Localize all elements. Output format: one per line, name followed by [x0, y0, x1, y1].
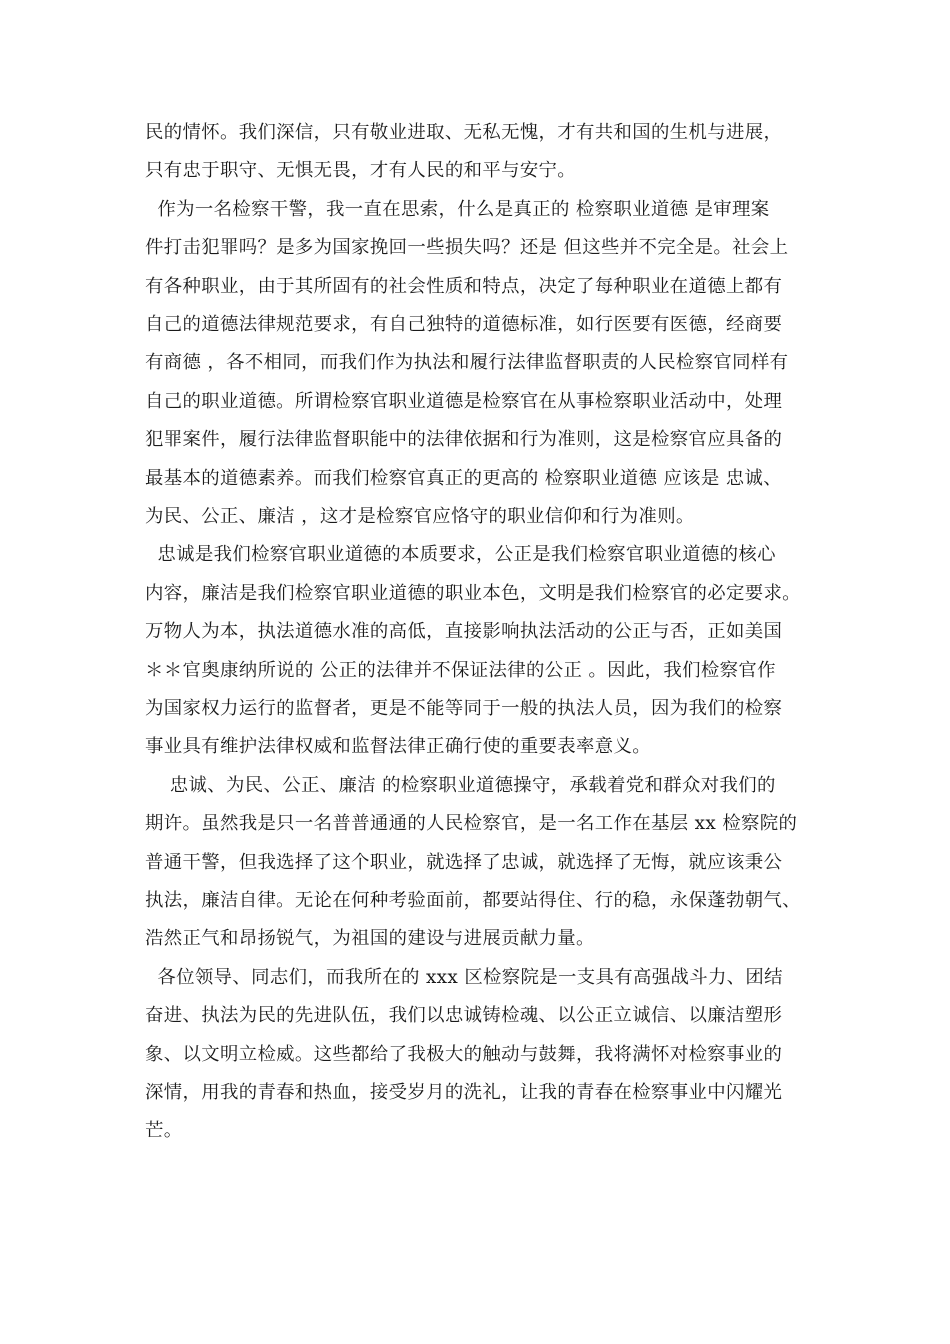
text-line: 忠诚、为民、公正、廉洁 的检察职业道德操守，承载着党和群众对我们的	[145, 775, 776, 796]
text-line: 事业具有维护法律权威和监督法律正确行使的重要表率意义。	[145, 736, 651, 757]
text-line: 件打击犯罪吗？是多为国家挽回一些损失吗？还是 但这些并不完全是。社会上	[145, 237, 789, 258]
text-line: 执法，廉洁自律。无论在何种考验面前，都要站得住、行的稳，永保蓬勃朝气、	[145, 890, 801, 911]
text-line: 有各种职业，由于其所固有的社会性质和特点，决定了每种职业在道德上都有	[145, 276, 783, 297]
text-line: 为国家权力运行的监督者，更是不能等同于一般的执法人员，因为我们的检察	[145, 698, 783, 719]
text-line: 深情，用我的青春和热血，接受岁月的洗礼，让我的青春在检察事业中闪耀光	[145, 1082, 783, 1103]
text-line: 有商德 ，各不相同，而我们作为执法和履行法律监督职责的人民检察官同样有	[145, 352, 789, 373]
text-line: 奋进、执法为民的先进队伍，我们以忠诚铸检魂、以公正立诚信、以廉洁塑形	[145, 1005, 783, 1026]
text-line: 民的情怀。我们深信，只有敬业进取、无私无愧，才有共和国的生机与进展，	[145, 122, 783, 143]
text-line: 只有忠于职守、无惧无畏，才有人民的和平与安宁。	[145, 160, 577, 181]
text-line: 象、以文明立检威。这些都给了我极大的触动与鼓舞，我将满怀对检察事业的	[145, 1044, 783, 1065]
text-line: 犯罪案件，履行法律监督职能中的法律依据和行为准则，这是检察官应具备的	[145, 429, 783, 450]
text-line: 最基本的道德素养。而我们检察官真正的更高的 检察职业道德 应该是 忠诚、	[145, 468, 783, 489]
text-line: 期许。虽然我是只一名普普通通的人民检察官，是一名工作在基层 xx 检察院的	[145, 813, 798, 834]
text-line: 普通干警，但我选择了这个职业，就选择了忠诚，就选择了无悔，就应该秉公	[145, 852, 783, 873]
text-line: 自己的道德法律规范要求，有自己独特的道德标准，如行医要有医德，经商要	[145, 314, 783, 335]
text-line: 万物人为本，执法道德水准的高低，直接影响执法活动的公正与否，正如美国	[145, 621, 783, 642]
text-line: 忠诚是我们检察官职业道德的本质要求，公正是我们检察官职业道德的核心	[145, 544, 776, 565]
text-line: ＊＊官奥康纳所说的 公正的法律并不保证法律的公正 。因此，我们检察官作	[145, 660, 776, 681]
text-line: 自己的职业道德。所谓检察官职业道德是检察官在从事检察职业活动中，处理	[145, 391, 783, 412]
text-line: 浩然正气和昂扬锐气，为祖国的建设与进展贡献力量。	[145, 928, 595, 949]
text-line: 作为一名检察干警，我一直在思索，什么是真正的 检察职业道德 是审理案	[145, 199, 770, 220]
text-line: 内容，廉洁是我们检察官职业道德的职业本色，文明是我们检察官的必定要求。	[145, 583, 801, 604]
text-line: 为民、公正、廉洁 ，这才是检察官应恪守的职业信仰和行为准则。	[145, 506, 695, 527]
text-line: 芒。	[145, 1120, 183, 1141]
text-line: 各位领导、同志们，而我所在的 xxx 区检察院是一支具有高强战斗力、团结	[145, 967, 783, 988]
